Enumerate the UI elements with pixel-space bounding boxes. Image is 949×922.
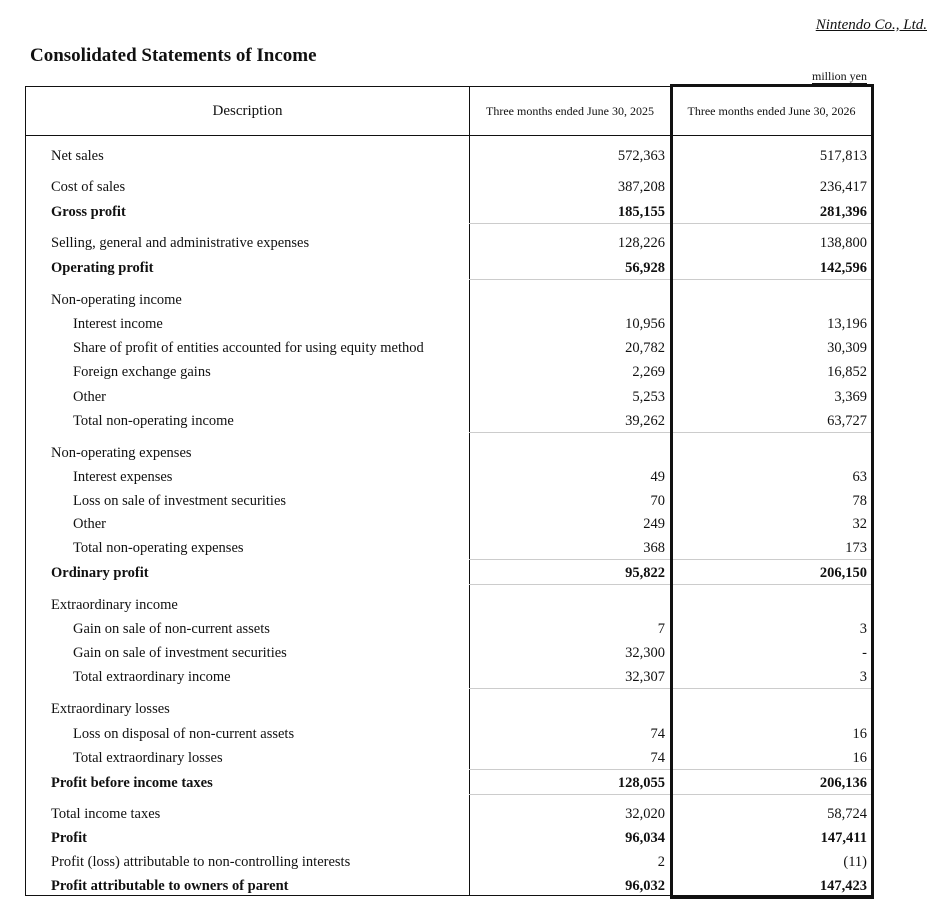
row-label: Total non-operating expenses bbox=[73, 540, 244, 556]
value-2025: 572,363 bbox=[617, 148, 665, 164]
subtotal-rule bbox=[469, 794, 671, 795]
value-2025: 74 bbox=[650, 726, 665, 742]
value-2025: 185,155 bbox=[617, 204, 665, 220]
value-2025: 70 bbox=[650, 493, 665, 509]
value-2026: 281,396 bbox=[819, 204, 867, 220]
value-2025: 39,262 bbox=[625, 413, 665, 429]
row-label: Total non-operating income bbox=[73, 413, 234, 429]
row-label: Other bbox=[73, 389, 107, 405]
value-2026: (11) bbox=[843, 854, 867, 870]
table-row bbox=[26, 618, 872, 640]
value-2025: 74 bbox=[650, 750, 665, 766]
row-label: Cost of sales bbox=[51, 179, 126, 195]
header-2025: Three months ended June 30, 2025 bbox=[486, 103, 654, 118]
unit-label: million yen bbox=[812, 69, 867, 83]
value-2025: 5,253 bbox=[632, 389, 665, 405]
value-2026: 173 bbox=[845, 540, 867, 556]
value-2026: 3 bbox=[859, 669, 867, 685]
table-row bbox=[26, 466, 872, 488]
subtotal-rule bbox=[469, 223, 671, 224]
row-label: Other bbox=[73, 516, 107, 532]
subtotal-rule bbox=[671, 559, 872, 560]
row-label: Loss on sale of investment securities bbox=[73, 493, 287, 509]
value-2025: 387,208 bbox=[617, 179, 665, 195]
value-2026: 32 bbox=[852, 516, 867, 532]
value-2025: 128,055 bbox=[617, 775, 665, 791]
row-label: Profit before income taxes bbox=[51, 775, 213, 791]
row-label: Profit (loss) attributable to non-controlling interests bbox=[51, 854, 351, 870]
value-2025: 2,269 bbox=[632, 364, 665, 380]
table-row bbox=[26, 772, 872, 794]
value-2025: 32,300 bbox=[625, 645, 665, 661]
page-title: Consolidated Statements of Income bbox=[30, 45, 317, 66]
row-label: Selling, general and administrative expenses bbox=[51, 235, 310, 251]
subtotal-rule bbox=[671, 688, 872, 689]
table-row bbox=[26, 698, 872, 720]
header-divider bbox=[26, 135, 872, 136]
value-2026: 30,309 bbox=[827, 340, 867, 356]
row-label: Share of profit of entities accounted for using equity method bbox=[73, 340, 424, 356]
row-label: Non-operating income bbox=[51, 292, 182, 308]
value-2025: 32,020 bbox=[625, 806, 665, 822]
table-row bbox=[26, 642, 872, 664]
table-row bbox=[26, 201, 872, 223]
row-label: Gain on sale of non-current assets bbox=[73, 621, 270, 637]
row-label: Interest expenses bbox=[73, 469, 173, 485]
table-row bbox=[26, 875, 872, 897]
row-label: Non-operating expenses bbox=[51, 445, 192, 461]
table-row bbox=[26, 145, 872, 167]
subtotal-rule bbox=[671, 279, 872, 280]
value-2026: 517,813 bbox=[819, 148, 867, 164]
table-row bbox=[26, 337, 872, 359]
value-2025: 7 bbox=[657, 621, 665, 637]
row-label: Total extraordinary income bbox=[73, 669, 231, 685]
value-2026: 3,369 bbox=[834, 389, 867, 405]
subtotal-rule bbox=[671, 584, 872, 585]
value-2025: 96,034 bbox=[625, 830, 665, 846]
table-row bbox=[26, 723, 872, 745]
table-row bbox=[26, 827, 872, 849]
row-label: Ordinary profit bbox=[51, 565, 149, 581]
table-row bbox=[26, 410, 872, 432]
subtotal-rule bbox=[469, 559, 671, 560]
table-row bbox=[26, 386, 872, 408]
value-2025: 32,307 bbox=[625, 669, 665, 685]
table-row bbox=[26, 594, 872, 616]
value-2026: 138,800 bbox=[819, 235, 867, 251]
value-2026: 206,136 bbox=[819, 775, 867, 791]
value-2026: 16 bbox=[852, 750, 867, 766]
company-name: Nintendo Co., Ltd. bbox=[815, 17, 927, 33]
row-label: Gain on sale of investment securities bbox=[73, 645, 287, 661]
table-row bbox=[26, 562, 872, 584]
value-2025: 368 bbox=[643, 540, 665, 556]
value-2025: 49 bbox=[650, 469, 665, 485]
income-statement-table bbox=[25, 86, 873, 896]
row-label: Net sales bbox=[51, 148, 104, 164]
row-label: Operating profit bbox=[51, 260, 154, 276]
subtotal-rule bbox=[469, 432, 671, 433]
value-2026: 78 bbox=[852, 493, 867, 509]
row-label: Loss on disposal of non-current assets bbox=[73, 726, 295, 742]
value-2025: 96,032 bbox=[625, 878, 665, 894]
row-label: Total extraordinary losses bbox=[73, 750, 223, 766]
table-row bbox=[26, 313, 872, 335]
value-2026: 16,852 bbox=[827, 364, 867, 380]
row-label: Foreign exchange gains bbox=[73, 364, 211, 380]
table-row bbox=[26, 289, 872, 311]
value-2026: - bbox=[862, 645, 867, 661]
subtotal-rule bbox=[671, 432, 872, 433]
row-label: Extraordinary income bbox=[51, 597, 178, 613]
subtotal-rule bbox=[469, 688, 671, 689]
value-2025: 10,956 bbox=[625, 316, 665, 332]
row-label: Extraordinary losses bbox=[51, 701, 170, 717]
subtotal-rule bbox=[469, 584, 671, 585]
subtotal-rule bbox=[671, 769, 872, 770]
header-2026: Three months ended June 30, 2026 bbox=[687, 103, 856, 118]
row-label: Total income taxes bbox=[51, 806, 161, 822]
table-row bbox=[26, 747, 872, 769]
value-2025: 95,822 bbox=[625, 565, 665, 581]
subtotal-rule bbox=[469, 279, 671, 280]
row-label: Gross profit bbox=[51, 204, 126, 220]
value-2026: 206,150 bbox=[819, 565, 867, 581]
value-2026: 13,196 bbox=[827, 316, 867, 332]
value-2026: 3 bbox=[859, 621, 867, 637]
table-row bbox=[26, 851, 872, 873]
table-row bbox=[26, 513, 872, 535]
value-2025: 56,928 bbox=[625, 260, 665, 276]
value-2026: 142,596 bbox=[819, 260, 867, 276]
value-2026: 16 bbox=[852, 726, 867, 742]
table-row bbox=[26, 232, 872, 254]
value-2025: 249 bbox=[643, 516, 665, 532]
row-label: Profit bbox=[51, 830, 87, 846]
value-2026: 236,417 bbox=[819, 179, 867, 195]
table-row bbox=[26, 537, 872, 559]
table-row bbox=[26, 176, 872, 198]
value-2026: 147,411 bbox=[820, 830, 867, 846]
row-label: Profit attributable to owners of parent bbox=[51, 878, 289, 894]
value-2025: 2 bbox=[657, 854, 665, 870]
table-row bbox=[26, 490, 872, 512]
value-2025: 20,782 bbox=[625, 340, 665, 356]
value-2026: 58,724 bbox=[827, 806, 867, 822]
row-label: Interest income bbox=[73, 316, 163, 332]
table-row bbox=[26, 361, 872, 383]
subtotal-rule bbox=[671, 223, 872, 224]
value-2026: 63 bbox=[852, 469, 867, 485]
subtotal-rule bbox=[469, 769, 671, 770]
table-row bbox=[26, 666, 872, 688]
value-2025: 128,226 bbox=[617, 235, 665, 251]
table-row bbox=[26, 803, 872, 825]
table-row bbox=[26, 442, 872, 464]
subtotal-rule bbox=[671, 794, 872, 795]
value-2026: 147,423 bbox=[819, 878, 867, 894]
table-row bbox=[26, 257, 872, 279]
header-description: Description bbox=[212, 102, 283, 119]
value-2026: 63,727 bbox=[827, 413, 867, 429]
